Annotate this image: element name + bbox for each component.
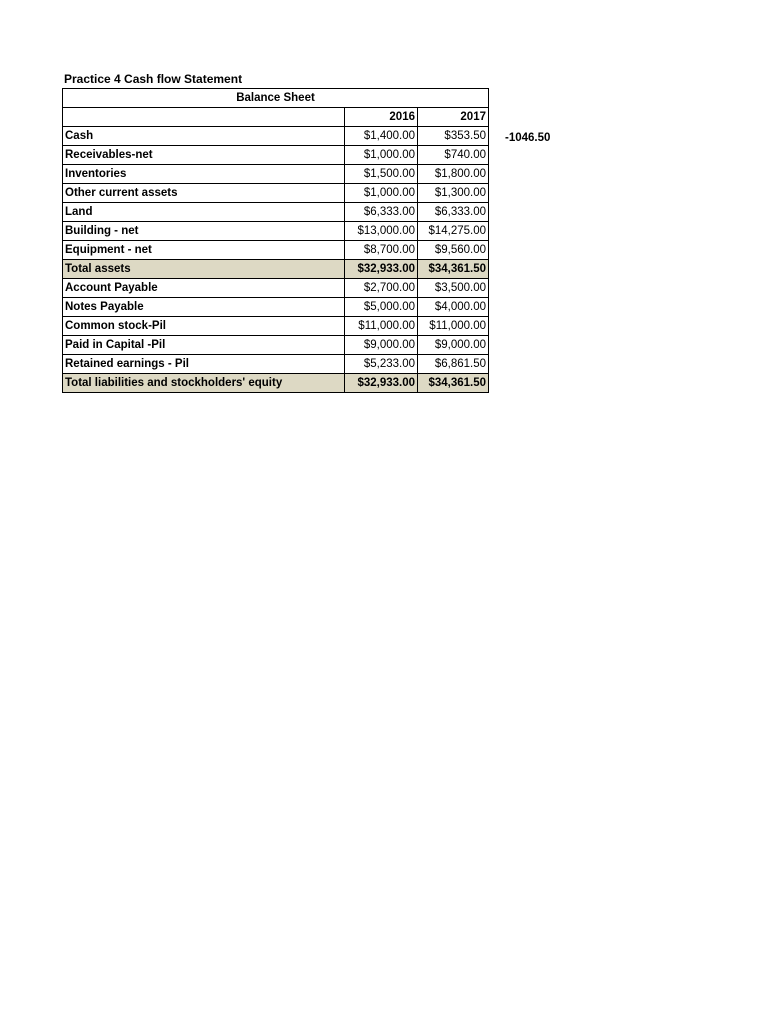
value-2017: $9,560.00 [418, 241, 489, 260]
row-label: Other current assets [63, 184, 345, 203]
value-2017: $9,000.00 [418, 336, 489, 355]
row-label: Inventories [63, 165, 345, 184]
value-2016: $1,000.00 [345, 184, 418, 203]
value-2017: $14,275.00 [418, 222, 489, 241]
value-2017: $1,800.00 [418, 165, 489, 184]
value-2016: $32,933.00 [345, 260, 418, 279]
row-label: Retained earnings - Pil [63, 355, 345, 374]
row-label: Total assets [63, 260, 345, 279]
value-2017: $11,000.00 [418, 317, 489, 336]
row-label: Total liabilities and stockholders' equity [63, 374, 345, 393]
value-2016: $6,333.00 [345, 203, 418, 222]
table-row [63, 146, 489, 165]
row-label: Account Payable [63, 279, 345, 298]
row-label: Building - net [63, 222, 345, 241]
table-row [63, 165, 489, 184]
row-label: Paid in Capital -Pil [63, 336, 345, 355]
table-row [63, 355, 489, 374]
value-2016: $8,700.00 [345, 241, 418, 260]
table-row [63, 222, 489, 241]
value-2016: $5,000.00 [345, 298, 418, 317]
table-row [63, 203, 489, 222]
blank-header-cell [63, 108, 345, 127]
value-2016: $1,500.00 [345, 165, 418, 184]
row-label: Land [63, 203, 345, 222]
row-label: Common stock-Pil [63, 317, 345, 336]
value-2017: $353.50 [418, 127, 489, 146]
value-2016: $13,000.00 [345, 222, 418, 241]
table-row [63, 298, 489, 317]
table-row [63, 279, 489, 298]
row-label: Notes Payable [63, 298, 345, 317]
value-2016: $1,000.00 [345, 146, 418, 165]
value-2017: $34,361.50 [418, 374, 489, 393]
side-note-value: -1046.50 [505, 132, 551, 144]
table-row [63, 336, 489, 355]
year-header-2016: 2016 [345, 108, 418, 127]
row-label: Equipment - net [63, 241, 345, 260]
table-header-row [63, 89, 489, 108]
row-label: Receivables-net [63, 146, 345, 165]
value-2016: $11,000.00 [345, 317, 418, 336]
page-title: Practice 4 Cash flow Statement [64, 72, 243, 86]
value-2017: $740.00 [418, 146, 489, 165]
value-2017: $4,000.00 [418, 298, 489, 317]
year-header-row [63, 108, 489, 127]
value-2017: $6,333.00 [418, 203, 489, 222]
table-header: Balance Sheet [63, 89, 489, 108]
value-2017: $6,861.50 [418, 355, 489, 374]
value-2016: $32,933.00 [345, 374, 418, 393]
row-label: Cash [63, 127, 345, 146]
value-2017: $34,361.50 [418, 260, 489, 279]
value-2016: $5,233.00 [345, 355, 418, 374]
value-2016: $2,700.00 [345, 279, 418, 298]
table-row [63, 241, 489, 260]
total-row [63, 260, 489, 279]
value-2017: $3,500.00 [418, 279, 489, 298]
table-row [63, 317, 489, 336]
table-row [63, 184, 489, 203]
value-2016: $9,000.00 [345, 336, 418, 355]
total-row [63, 374, 489, 393]
value-2017: $1,300.00 [418, 184, 489, 203]
table-row [63, 127, 489, 146]
balance-sheet-table [62, 88, 489, 393]
year-header-2017: 2017 [418, 108, 489, 127]
value-2016: $1,400.00 [345, 127, 418, 146]
